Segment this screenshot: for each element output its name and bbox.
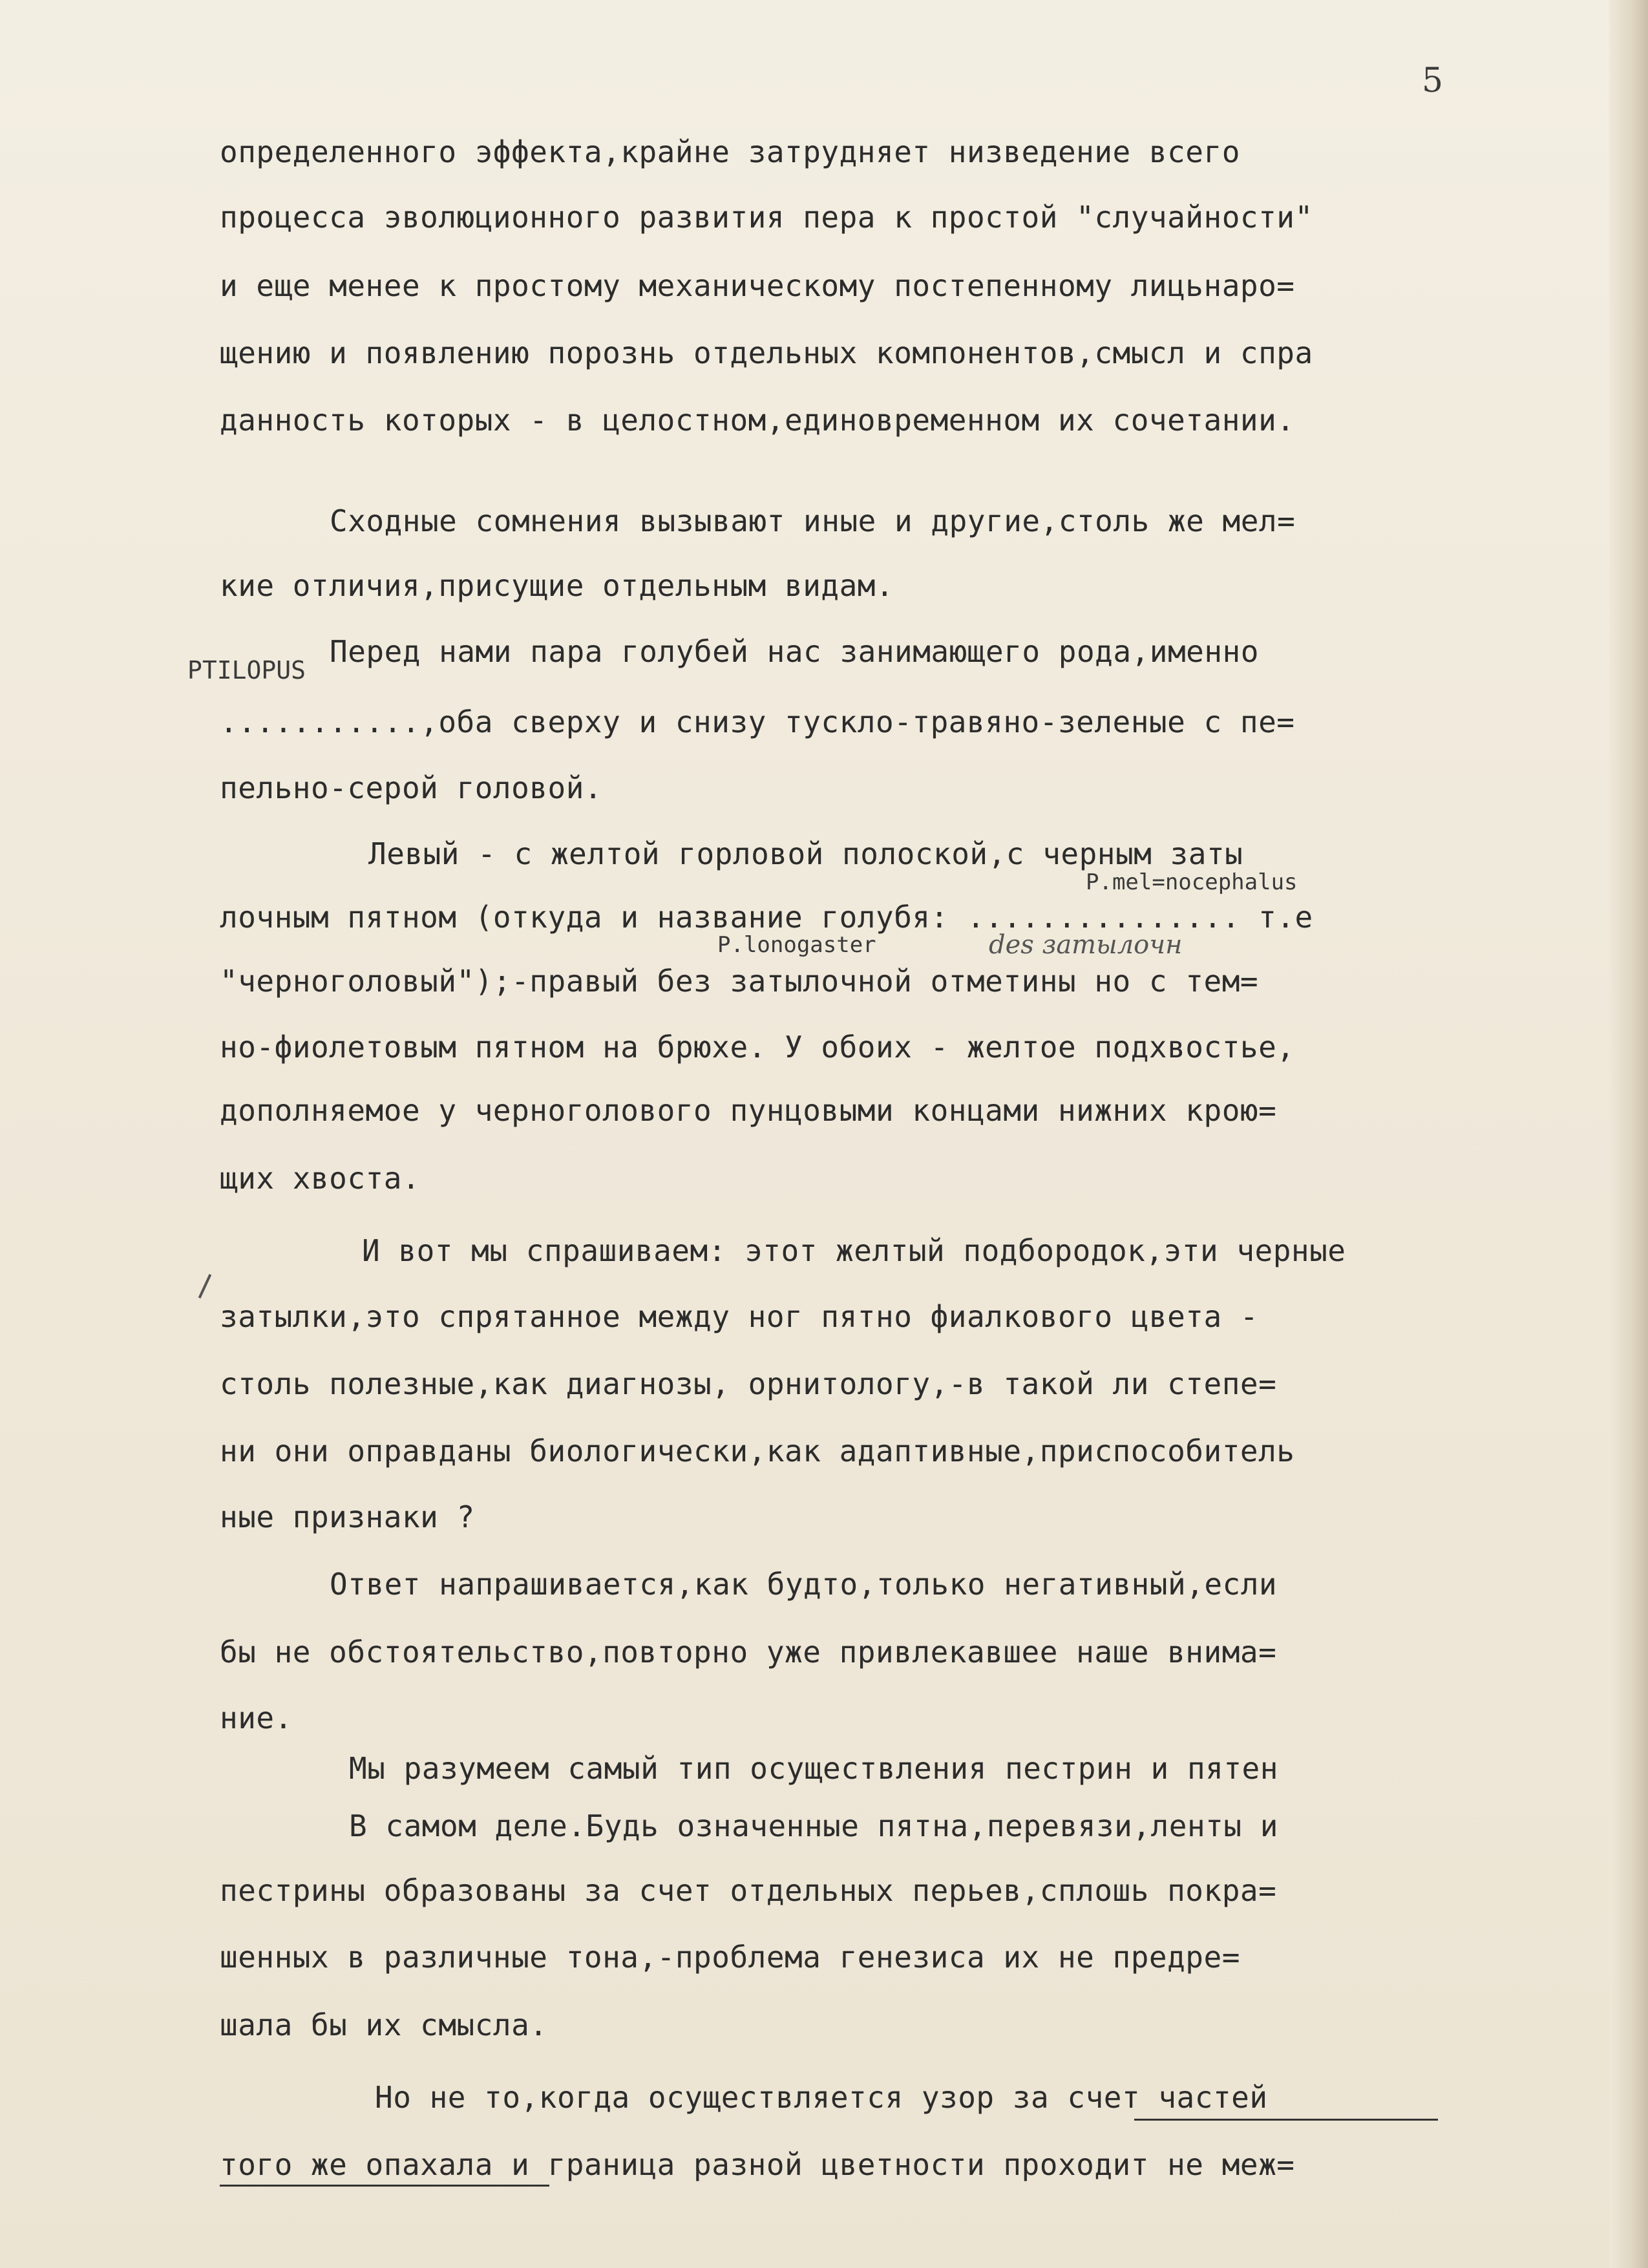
text-line: ные признаки ? [220,1500,475,1534]
text-line: Но не то,когда осуществляется узор за счет частей [375,2080,1268,2115]
text-line: и еще менее к простому механическому постепенному лицьнаро= [220,268,1295,303]
handwritten-note: des затылочн [989,930,1183,960]
text-line: Перед нами пара голубей нас занимающего рода,именно [330,634,1259,669]
text-line: столь полезные,как диагнозы, орнитологу,-в такой ли степе= [220,1366,1277,1401]
text-line: Ответ напрашивается,как будто,только негативный,если [330,1567,1278,1602]
text-line: Левый - с желтой горловой полоской,с черным заты [368,836,1243,871]
text-line: шала бы их смысла. [220,2008,548,2042]
page-number: 5 [1422,61,1444,100]
species-annotation: P.lonogaster [717,932,876,958]
text-line: шенных в различные тона,-проблема генезиса их не предре= [220,1940,1240,1975]
text-line: бы не обстоятельство,повторно уже привлекавшее наше внима= [220,1635,1277,1669]
text-line: Мы разумеем самый тип осуществления пестрин и пятен [349,1751,1278,1786]
text-line: И вот мы спрашиваем: этот желтый подбородок,эти черные [362,1233,1346,1268]
text-line: пельно-серой головой. [220,770,603,805]
text-line: ...........,оба сверху и снизу тускло-травяно-зеленые с пе= [220,705,1295,739]
text-line: данность которых - в целостном,единовременном их сочетании. [220,403,1295,438]
text-line: "черноголовый");-правый без затылочной отметины но с тем= [220,964,1259,999]
text-line: того же опахала и граница разной цветности проходит не меж= [220,2147,1295,2182]
text-line: лочным пятном (откуда и название голубя: ............... т.е [220,900,1313,935]
text-line: процесса эволюционного развития пера к простой "случайности" [220,200,1313,235]
text-line: но-фиолетовым пятном на брюхе. У обоих - желтое подхвостье, [220,1030,1295,1065]
text-line: кие отличия,присущие отдельным видам. [220,568,894,603]
text-line: Сходные сомнения вызывают иные и другие,столь же мел= [330,503,1296,538]
text-line: определенного эффекта,крайне затрудняет низведение всего [220,134,1240,169]
page-edge [1609,0,1648,2268]
text-line: щих хвоста. [220,1161,421,1196]
underline [220,2185,549,2187]
text-line: щению и появлению порознь отдельных компонентов,смысл и спра [220,335,1313,370]
text-line: В самом деле.Будь означенные пятна,перевязи,ленты и [349,1808,1278,1843]
text-line: дополняемое у черноголового пунцовыми концами нижних крою= [220,1093,1277,1128]
species-annotation: P.mel=nocephalus [1086,869,1298,895]
margin-genus-label: PTILOPUS [187,656,306,684]
text-line: пестрины образованы за счет отдельных перьев,сплошь покра= [220,1873,1277,1908]
underline [1134,2119,1438,2121]
text-line: ние. [220,1701,293,1735]
text-line: затылки,это спрятанное между ног пятно фиалкового цвета - [220,1299,1259,1334]
text-line: ни они оправданы биологически,как адаптивные,приспособитель [220,1434,1295,1468]
